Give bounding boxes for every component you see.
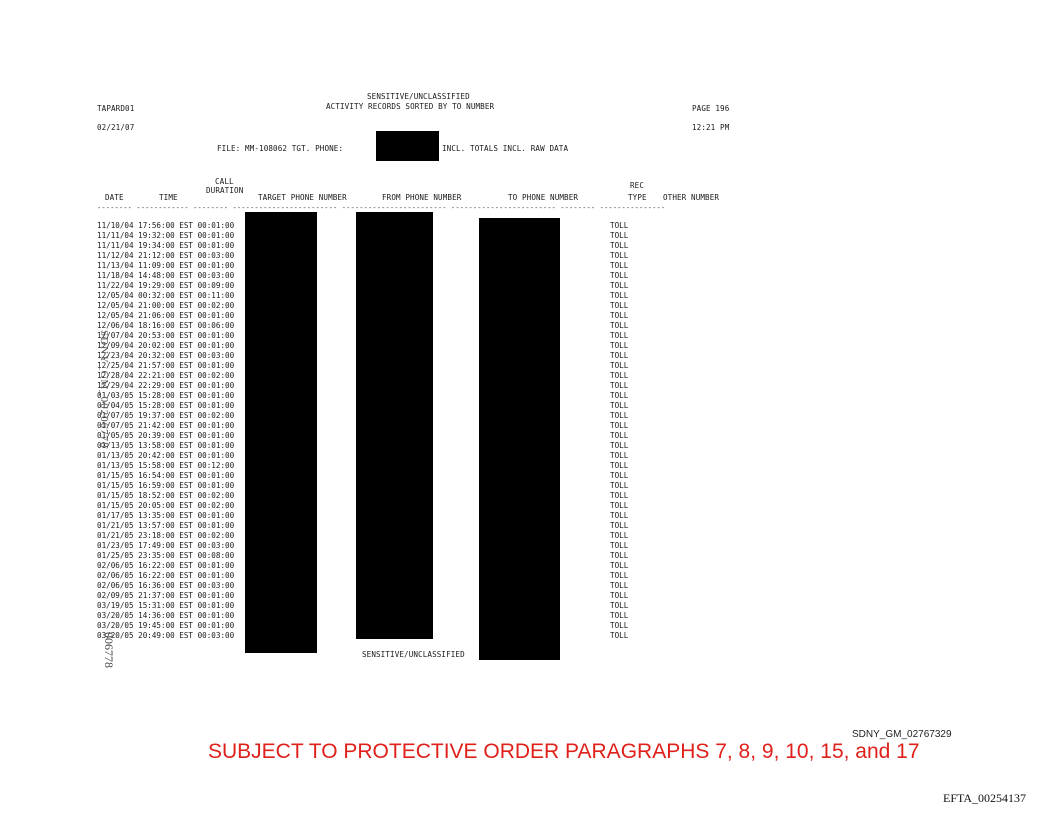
col-date: DATE — [105, 193, 124, 202]
records-list — [97, 221, 257, 641]
record-rec-type: TOLL — [610, 611, 629, 620]
record-rec-type: TOLL — [610, 601, 629, 610]
record-row: 12/05/04 21:06:00 EST 00:01:00 — [97, 311, 235, 320]
side-bates-stamp: SDNY_GM_00206778 — [98, 330, 110, 449]
record-row: 12/09/04 20:02:00 EST 00:01:00 — [97, 341, 235, 350]
to-phone-column-redaction — [479, 218, 560, 660]
record-rec-type: TOLL — [610, 391, 629, 400]
record-rec-type: TOLL — [610, 311, 629, 320]
record-row: 01/17/05 13:35:00 EST 00:01:00 — [97, 511, 235, 520]
record-rec-type: TOLL — [610, 531, 629, 540]
record-row: 01/21/05 13:57:00 EST 00:01:00 — [97, 521, 235, 530]
record-row: 02/09/05 21:37:00 EST 00:01:00 — [97, 591, 235, 600]
record-rec-type: TOLL — [610, 291, 629, 300]
record-rec-type: TOLL — [610, 551, 629, 560]
header-divider: -------- ------------ -------- ------------------------ ------------------------ ------------------------ -------- --------------- — [97, 203, 666, 212]
record-row: 01/04/05 15:28:00 EST 00:01:00 — [97, 401, 235, 410]
record-row: 03/20/05 20:49:00 EST 00:03:00 — [97, 631, 235, 640]
report-date: 02/21/07 — [97, 123, 135, 132]
record-rec-type: TOLL — [610, 471, 629, 480]
record-rec-type: TOLL — [610, 371, 629, 380]
record-row: 01/07/05 19:37:00 EST 00:02:00 — [97, 411, 235, 420]
from-phone-column-redaction — [356, 212, 433, 639]
record-rec-type: TOLL — [610, 361, 629, 370]
record-row: 12/07/04 20:53:00 EST 00:01:00 — [97, 331, 235, 340]
record-rec-type: TOLL — [610, 621, 629, 630]
record-row: 11/18/04 14:48:00 EST 00:03:00 — [97, 271, 235, 280]
record-row: 12/05/04 21:00:00 EST 00:02:00 — [97, 301, 235, 310]
page-number: PAGE 196 — [692, 104, 730, 113]
record-rec-type: TOLL — [610, 411, 629, 420]
record-row: 12/05/04 00:32:00 EST 00:11:00 — [97, 291, 235, 300]
target-phone-column-redaction — [245, 212, 317, 653]
record-row: 01/15/05 18:52:00 EST 00:02:00 — [97, 491, 235, 500]
record-rec-type: TOLL — [610, 491, 629, 500]
record-rec-type: TOLL — [610, 631, 629, 640]
record-rec-type: TOLL — [610, 521, 629, 530]
target-phone-redaction — [376, 131, 439, 161]
record-row: 01/21/05 23:18:00 EST 00:02:00 — [97, 531, 235, 540]
record-row: 11/11/04 19:32:00 EST 00:01:00 — [97, 231, 235, 240]
col-from-phone: FROM PHONE NUMBER — [382, 193, 462, 202]
col-to-phone: TO PHONE NUMBER — [508, 193, 579, 202]
record-rec-type: TOLL — [610, 421, 629, 430]
record-rec-type: TOLL — [610, 481, 629, 490]
col-time: TIME — [159, 193, 178, 202]
record-rec-type: TOLL — [610, 581, 629, 590]
record-row: 11/11/04 19:34:00 EST 00:01:00 — [97, 241, 235, 250]
classification-bottom: SENSITIVE/UNCLASSIFIED — [362, 650, 465, 659]
record-rec-type: TOLL — [610, 561, 629, 570]
record-row: 01/05/05 20:39:00 EST 00:01:00 — [97, 431, 235, 440]
record-rec-type: TOLL — [610, 501, 629, 510]
record-rec-type: TOLL — [610, 341, 629, 350]
record-rec-type: TOLL — [610, 461, 629, 470]
record-row: 01/03/05 15:28:00 EST 00:01:00 — [97, 391, 235, 400]
col-other-number: OTHER NUMBER — [663, 193, 720, 202]
record-row: 12/06/04 18:16:00 EST 00:06:00 — [97, 321, 235, 330]
record-rec-type: TOLL — [610, 541, 629, 550]
efta-id: EFTA_00254137 — [943, 791, 1027, 805]
record-row: 11/10/04 17:56:00 EST 00:01:00 — [97, 221, 235, 230]
record-row: 03/19/05 15:31:00 EST 00:01:00 — [97, 601, 235, 610]
record-rec-type: TOLL — [610, 241, 629, 250]
record-row: 01/23/05 17:49:00 EST 00:03:00 — [97, 541, 235, 550]
record-row: 03/20/05 19:45:00 EST 00:01:00 — [97, 621, 235, 630]
record-row: 11/22/04 19:29:00 EST 00:09:00 — [97, 281, 235, 290]
record-rec-type: TOLL — [610, 281, 629, 290]
record-rec-type: TOLL — [610, 331, 629, 340]
sdny-id: SDNY_GM_02767329 — [852, 729, 952, 740]
record-rec-type: TOLL — [610, 571, 629, 580]
record-row: 01/13/05 15:58:00 EST 00:12:00 — [97, 461, 235, 470]
rec-type-list — [610, 221, 650, 641]
record-row: 01/15/05 20:05:00 EST 00:02:00 — [97, 501, 235, 510]
col-call: CALL — [215, 177, 234, 186]
record-rec-type: TOLL — [610, 251, 629, 260]
record-row: 01/07/05 21:42:00 EST 00:01:00 — [97, 421, 235, 430]
report-time: 12:21 PM — [692, 123, 730, 132]
record-row: 12/23/04 20:32:00 EST 00:03:00 — [97, 351, 235, 360]
col-type: TYPE — [628, 193, 647, 202]
record-row: 03/20/05 14:36:00 EST 00:01:00 — [97, 611, 235, 620]
record-row: 01/13/05 20:42:00 EST 00:01:00 — [97, 451, 235, 460]
col-target-phone: TARGET PHONE NUMBER — [258, 193, 347, 202]
record-rec-type: TOLL — [610, 401, 629, 410]
record-row: 11/12/04 21:12:00 EST 00:03:00 — [97, 251, 235, 260]
record-rec-type: TOLL — [610, 511, 629, 520]
record-rec-type: TOLL — [610, 431, 629, 440]
record-rec-type: TOLL — [610, 441, 629, 450]
record-rec-type: TOLL — [610, 261, 629, 270]
col-rec: REC — [630, 181, 645, 190]
record-rec-type: TOLL — [610, 321, 629, 330]
record-row: 12/28/04 22:21:00 EST 00:02:00 — [97, 371, 235, 380]
record-row: 01/15/05 16:59:00 EST 00:01:00 — [97, 481, 235, 490]
file-label: FILE: MM-108062 TGT. PHONE: — [217, 144, 344, 153]
file-suffix: INCL. TOTALS INCL. RAW DATA — [442, 144, 569, 153]
record-rec-type: TOLL — [610, 451, 629, 460]
record-rec-type: TOLL — [610, 301, 629, 310]
record-row: 02/06/05 16:22:00 EST 00:01:00 — [97, 561, 235, 570]
record-row: 01/13/05 13:58:00 EST 00:01:00 — [97, 441, 235, 450]
record-rec-type: TOLL — [610, 591, 629, 600]
side-bates-number: 006778 — [102, 632, 116, 668]
record-row: 12/29/04 22:29:00 EST 00:01:00 — [97, 381, 235, 390]
record-rec-type: TOLL — [610, 271, 629, 280]
record-row: 02/06/05 16:22:00 EST 00:01:00 — [97, 571, 235, 580]
record-rec-type: TOLL — [610, 231, 629, 240]
record-row: 01/15/05 16:54:00 EST 00:01:00 — [97, 471, 235, 480]
record-row: 11/13/04 11:09:00 EST 00:01:00 — [97, 261, 235, 270]
protective-order-notice: SUBJECT TO PROTECTIVE ORDER PARAGRAPHS 7, 8, 9, 10, 15, and 17 — [208, 740, 920, 763]
record-row: 01/25/05 23:35:00 EST 00:08:00 — [97, 551, 235, 560]
report-title: ACTIVITY RECORDS SORTED BY TO NUMBER — [326, 102, 495, 111]
record-rec-type: TOLL — [610, 351, 629, 360]
record-row: 12/25/04 21:57:00 EST 00:01:00 — [97, 361, 235, 370]
record-rec-type: TOLL — [610, 221, 629, 230]
record-rec-type: TOLL — [610, 381, 629, 390]
record-row: 02/06/05 16:36:00 EST 00:03:00 — [97, 581, 235, 590]
report-id: TAPARD01 — [97, 104, 135, 113]
col-duration: DURATION — [206, 186, 244, 195]
classification-top: SENSITIVE/UNCLASSIFIED — [367, 92, 470, 101]
